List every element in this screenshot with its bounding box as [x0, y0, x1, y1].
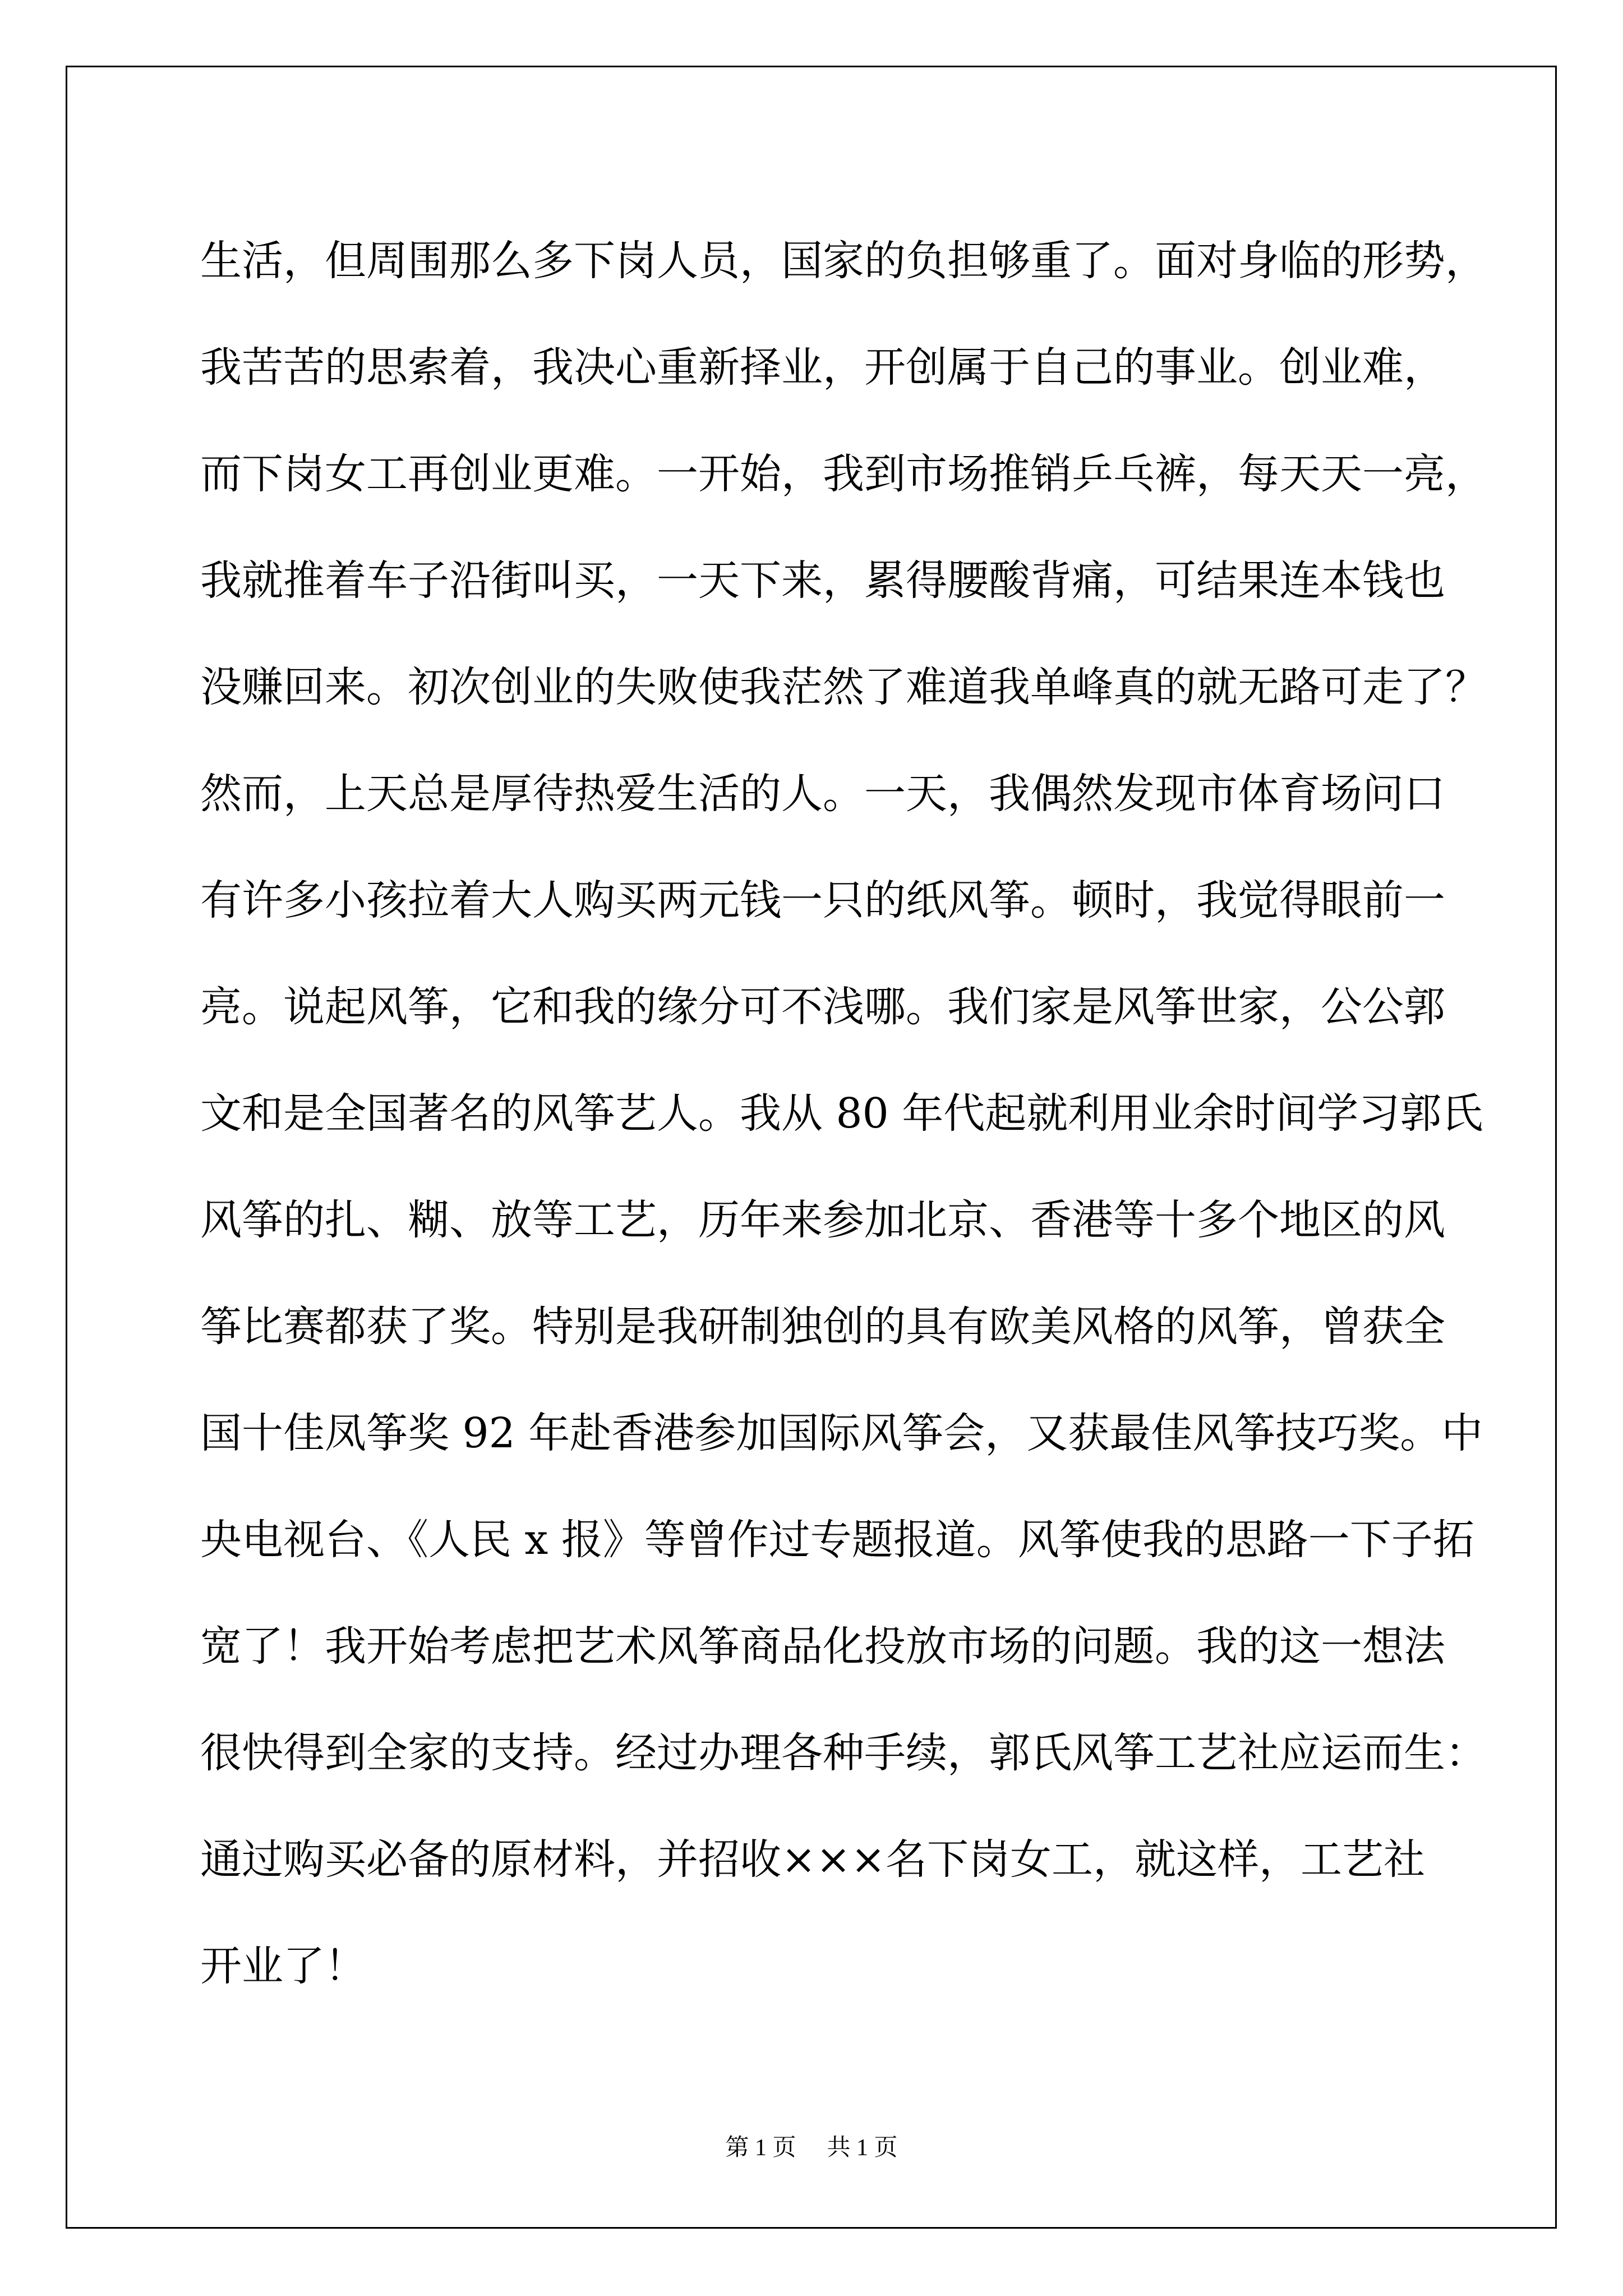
text-line: 没赚回来。初次创业的失败使我茫然了难道我单峰真的就无路可走了？ [200, 663, 1487, 711]
text-line: 筝比赛都获了奖。特别是我研制独创的具有欧美风格的风筝，曾获全 [200, 1303, 1445, 1351]
text-line: 而下岗女工再创业更难。一开始，我到市场推销乒乓裤，每天天一亮， [200, 450, 1487, 498]
text-line: 很快得到全家的支持。经过办理各种手续，郭氏风筝工艺社应运而生： [200, 1729, 1487, 1777]
text-line: 有许多小孩拉着大人购买两元钱一只的纸风筝。顿时，我觉得眼前一 [200, 876, 1445, 924]
page-number-total: 共 1 页 [827, 2135, 898, 2161]
text-line: 然而，上天总是厚待热爱生活的人。一天，我偶然发现市体育场问口 [200, 770, 1445, 818]
text-line: 我苦苦的思索着，我决心重新择业，开创属于自己的事业。创业难， [200, 343, 1445, 392]
body-text [200, 208, 1487, 2019]
text-line: 通过购买必备的原材料，并招收×××名下岗女工，就这样，工艺社 [200, 1835, 1426, 1884]
page-number-current: 第 1 页 [725, 2135, 796, 2161]
text-line: 国十佳凤筝奖 92 年赴香港参加国际风筝会，又获最佳风筝技巧奖。中 [200, 1409, 1483, 1457]
text-line: 风筝的扎、糊、放等工艺，历年来参加北京、香港等十多个地区的风 [200, 1196, 1445, 1244]
text-line: 开业了！ [200, 1942, 366, 1990]
text-line: 我就推着车子沿街叫买，一天下来，累得腰酸背痛，可结果连本钱也 [200, 556, 1445, 605]
text-line: 亮。说起风筝，它和我的缘分可不浅哪。我们家是风筝世家，公公郭 [200, 983, 1445, 1031]
text-line: 生活，但周围那么多下岗人员，国家的负担够重了。面对身临的形势， [200, 237, 1487, 285]
page-footer [0, 2129, 1623, 2162]
text-line: 宽了！我开始考虑把艺术风筝商品化投放市场的问题。我的这一想法 [200, 1622, 1445, 1671]
text-line: 文和是全国著名的风筝艺人。我从 80 年代起就利用业余时间学习郭氏 [200, 1089, 1483, 1138]
text-line: 央电视台、《人民 x 报》等曾作过专题报道。风筝使我的思路一下子拓 [200, 1516, 1474, 1564]
